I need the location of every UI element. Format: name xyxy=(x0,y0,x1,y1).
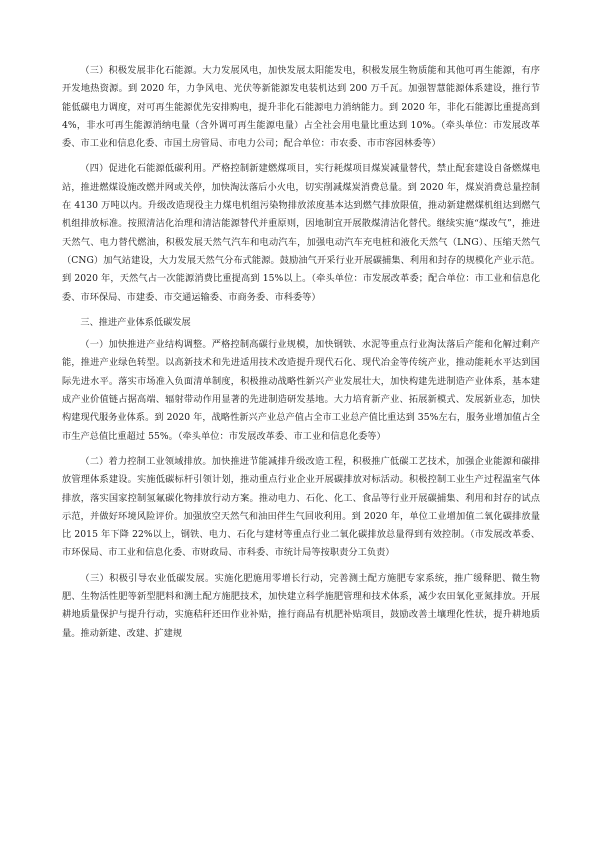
paragraph-fossil-low-carbon: （四）促进化石能源低碳利用。严格控制新建燃煤项目，实行耗煤项目煤炭减量替代，禁止配套建设自备燃煤电站，推进燃煤设施改燃并网或关停，加快淘汰落后小火电，切实削减煤炭消费总量。到 2020 年，煤炭消费总量控制在 4130 万吨以内。升级改造现役主力煤电机组污染物排放浓度基本达到燃气排放限值，推动新建燃煤机组达到燃气机组排放标准。按照清洁化治理和清洁能源替代并重原则，因地制宜开展散煤清洁化替代。继续实施“煤改气”，推进天然气、电力替代燃油，积极发展天然气汽车和电动汽车，加强电动汽车充电桩和液化天然气（LNG）、压缩天然气（CNG）加气站建设，大力发展天然气分布式能源。鼓励油气开采行业开展碳捕集、利用和封存的规模化产业示范。到 2020 年，天然气占一次能源消费比重提高到 15%以上。（牵头单位：市发展改革委；配合单位：市工业和信息化委、市环保局、市建委、市交通运输委、市商务委、市科委等） xyxy=(62,163,540,303)
paragraph-agriculture-low-carbon: （三）积极引导农业低碳发展。实施化肥施用零增长行动，完善测土配方施肥专家系统，推广缓释肥、微生物肥、生物活性肥等新型肥料和测土配方施肥技术，加快建立科学施肥管理和技术体系，减少农田氧化亚氮排放。开展耕地质量保护与提升行动，实施秸秆还田作业补贴，推行商品有机肥补贴项目，鼓励改善土壤理化性状，提升耕地质量。推动新建、改建、扩建规 xyxy=(62,572,540,639)
section-heading: 三、推进产业体系低碳发展 xyxy=(80,316,191,328)
paragraph-industrial-structure: （一）加快推进产业结构调整。严格控制高碳行业规模，加快钢铁、水泥等重点行业淘汰落后产能和化解过剩产能，推进产业绿色转型。以高新技术和先进适用技术改造提升现代石化、现代冶金等传统产业，推动能耗水平达到国际先进水平。落实市场准入负面清单制度，积极推动战略性新兴产业发展壮大，加快构建先进制造产业体系，基本建成产业价值链占据高端、辐射带动作用显著的先进制造研发基地。大力培育新产业、拓展新模式、发展新业态，加快构建现代服务业体系。到 2020 年，战略性新兴产业总产值占全市工业总产值比重达到 35%左右，服务业增加值占全市生产总值比重超过 55%。（牵头单位：市发展改革委、市工业和信息化委等） xyxy=(62,339,540,442)
document-page xyxy=(62,62,540,832)
paragraph-industrial-emissions: （二）着力控制工业领域排放。加快推进节能减排升级改造工程，积极推广低碳工艺技术，加强企业能源和碳排放管理体系建设。实施低碳标杆引领计划，推动重点行业企业开展碳排放对标活动。积极控制工业生产过程温室气体排放，落实国家控制氢氟碳化物排放行动方案。推动电力、石化、化工、食品等行业开展碳捕集、利用和封存的试点示范，并做好环境风险评价。加强放空天然气和油田伴生气回收利用。到 2020 年，单位工业增加值二氧化碳排放量比 2015 年下降 22%以上，钢铁、电力、石化与建材等重点行业二氧化碳排放总量得到有效控制。（市发展改革委、市环保局、市工业和信息化委、市财政局、市科委、市统计局等按职责分工负责） xyxy=(62,455,540,559)
paragraph-non-fossil-energy: （三）积极发展非化石能源。大力发展风电，加快发展太阳能发电，积极发展生物质能和其他可再生能源，有序开发地热资源。到 2020 年，力争风电、光伏等新能源发电装机达到 200 万千瓦。加强智慧能源体系建设，推行节能低碳电力调度，对可再生能源优先安排购电，提升非化石能源电力消纳能力。到 2020 年，非化石能源比重提高到 4%，非水可再生能源消纳电量（含外调可再生能源电量）占全社会用电量比重达到 10%。（牵头单位：市发展改革委、市工业和信息化委、市国土房管局、市电力公司；配合单位：市农委、市市容园林委等） xyxy=(62,65,540,150)
